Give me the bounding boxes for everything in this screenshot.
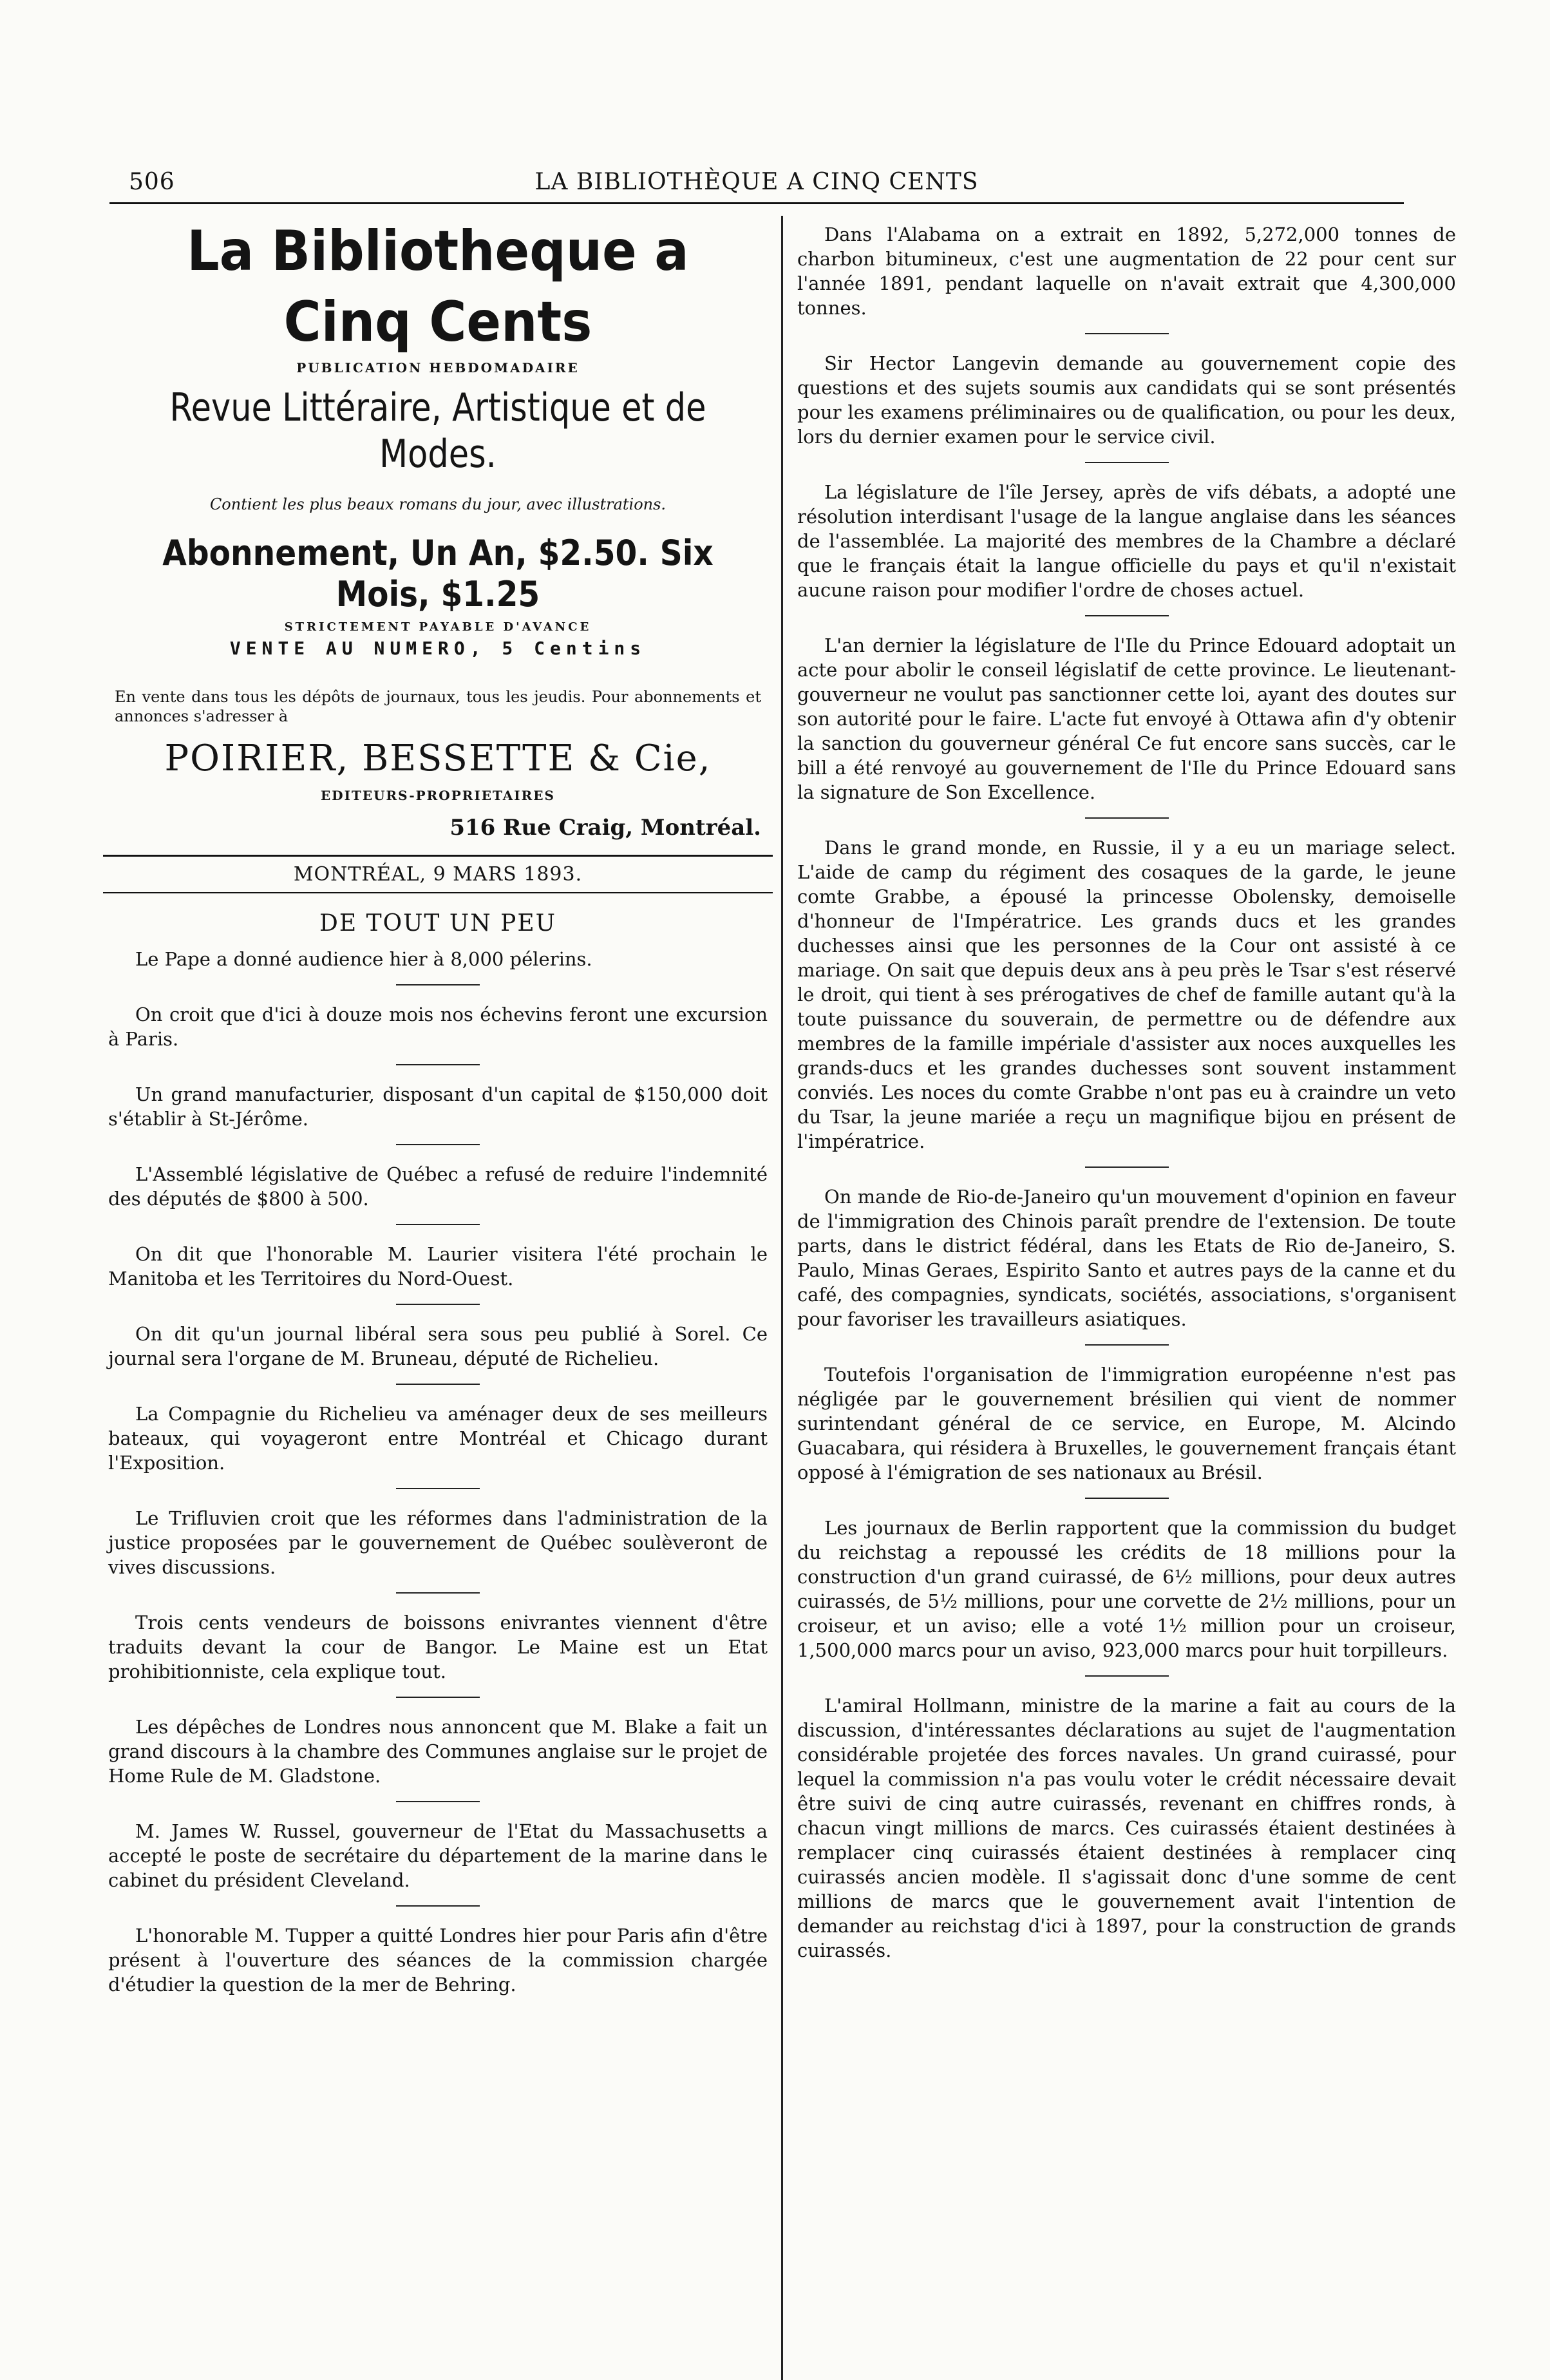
article-separator [1085,333,1169,334]
article-separator [1085,462,1169,463]
issue-date: MONTRÉAL, 9 MARS 1893. [103,863,773,893]
news-item: On dit que l'honorable M. Laurier visitera l'été prochain le Manitoba et les Territoires du Nord-Ouest. [108,1243,768,1290]
news-item: La législature de l'île Jersey, après de vifs débats, a adopté une résolution interdisant l'usage de la langue anglaise dans les séances de l'assemblée. La majorité des membres de la Chambre a déclaré que le français était la langue officielle du pays et qu'il n'existait aucune raison pour modifier l'ordre de choses actuel. [797,481,1456,601]
article-separator [1085,1166,1169,1168]
news-item: L'an dernier la législature de l'Ile du Prince Edouard adoptait un acte pour abolir le conseil législatif de cette province. Le lieutenant-gouverneur ne voulut pas sanctionner cette loi, ayant des doutes sur son autorité pour le faire. L'acte fut envoyé à Ottawa afin d'y obtenir la sanction du gouverneur général Ce fut encore sans succès, car le bill a été renvoyé au gouvernement de l'Ile du Prince Edouard sans la signature de Son Excellence. [797,634,1456,803]
article-separator [396,1801,480,1802]
news-item: On dit qu'un journal libéral sera sous peu publié à Sorel. Ce journal sera l'organe de M. Bruneau, député de Richelieu. [108,1323,768,1369]
article-separator [396,1592,480,1594]
article-separator [1085,817,1169,819]
news-item: Un grand manufacturier, disposant d'un capital de $150,000 doit s'établir à St-Jérôme. [108,1083,768,1130]
running-head [109,166,1404,204]
news-item: Trois cents vendeurs de boissons enivrantes viennent d'être traduits devant la cour de Bangor. Le Maine est un Etat prohibitionniste, cela explique tout. [108,1612,768,1682]
article-separator [396,1064,480,1065]
news-item: Toutefois l'organisation de l'immigration européenne n'est pas négligée par le gouvernement brésilien qui vient de nommer surintendant général de ce service, en Europe, M. Alcindo Guacabara, qui résidera à Bruxelles, le gouvernement français étant opposé à l'émigration de ses nationaux au Brésil. [797,1364,1456,1483]
news-item: L'amiral Hollmann, ministre de la marine a fait au cours de la discussion, d'intéressantes déclarations au sujet de l'augmentation considérable projetée des forces navales. Un grand cuirassé, pour lequel la commission n'a pas voulu voter le crédit nécessaire devait être suivi de cinq autre cuirassés, revenant en chiffres ronds, à chacun vingt millions de marcs. Ces cuirassés étaient destinées à remplacer cinq cuirassés étaient destinées à remplacer cinq cuirassés ancien modèle. Il s'agissait donc d'une somme de cent millions de marcs que le gouvernement avait l'intention de demander au reichstag d'ici à 1897, pour la construction de grands cuirassés. [797,1695,1456,1961]
right-column [793,222,1460,1975]
page-number: 506 [129,169,175,195]
masthead-abonnement: Abonnement, Un An, $2.50. Six Mois, $1.25 [162,533,714,614]
column-rule [781,216,783,2380]
masthead-contient: Contient les plus beaux romans du jour, avec illustrations. [209,495,666,513]
masthead-revue: Revue Littéraire, Artistique et de Modes. [169,385,706,477]
news-item: Les journaux de Berlin rapportent que la commission du budget du reichstag a repoussé les crédits de 18 millions pour la construction d'un grand cuirassé, de 6½ millions, pour deux autres cuirassés, de 5½ millions, pour une corvette de 2½ millions, pour un croiseur, et un aviso; elle a voté 1½ million pour un croiseur, 1,500,000 marcs pour un aviso, 923,000 marcs pour huit torpilleurs. [797,1517,1456,1661]
news-item: Le Pape a donné audience hier à 8,000 pélerins. [135,948,592,970]
news-item: M. James W. Russel, gouverneur de l'Etat du Massachusetts a accepté le poste de secrétaire du département de la marine dans le cabinet du président Cleveland. [108,1820,768,1891]
article-separator [396,1697,480,1698]
masthead-en-vente: En vente dans tous les dépôts de journaux, tous les jeudis. Pour abonnements et annonces s'adresser à [115,688,761,725]
news-item: Dans le grand monde, en Russie, il y a eu un mariage select. L'aide de camp du régiment des cosaques de la garde, le jeune comte Grabbe, a épousé la princesse Obolensky, demoiselle d'honneur de l'Impératrice. Les grands ducs et les grandes duchesses ainsi que les personnes de la Cour ont assisté à ce mariage. On sait que depuis deux ans à peu près le Tsar s'est réservé le droit, qui tient à ses prérogatives de chef de famille autant qu'à la toute puissance du souverain, de permettre ou de défendre aux membres de la famille impériale d'assister aux noces auxquelles les grands-ducs et les grandes duchesses sont souvent instamment conviés. Les noces du comte Grabbe n'ont pas eu à craindre un veto du Tsar, la jeune mariée a reçu un magnifique bijou en présent de l'impératrice. [797,837,1456,1152]
news-item: Sir Hector Langevin demande au gouvernement copie des questions et des sujets soumis aux candidats qui se sont présentés pour les examens préliminaires ou de qualification, ou pour les deux, lors du dernier examen pour le service civil. [797,352,1456,448]
article-separator [396,1304,480,1305]
article-separator [1085,1344,1169,1346]
masthead-vente: VENTE AU NUMERO, 5 Centins [229,638,647,659]
article-separator [1085,1675,1169,1677]
right-articles [793,222,1460,1963]
masthead-title: La Bibliotheque a Cinq Cents [187,219,689,354]
left-column [103,209,773,2010]
article-separator [396,1384,480,1385]
article-separator [1085,615,1169,616]
article-separator [396,984,480,985]
masthead-editeurs: EDITEURS-PROPRIETAIRES [321,788,555,803]
news-item: On mande de Rio-de-Janeiro qu'un mouvement d'opinion en faveur de l'immigration des Chinois paraît prendre de l'extension. De toute parts, dans le district fédéral, dans les Etats de Rio de-Janeiro, S. Paulo, Minas Geraes, Espirito Santo et autres pays de la canne et du café, des compagnies, syndicats, sociétés, associations, s'organisent pour favoriser les travailleurs asiatiques. [797,1186,1456,1330]
left-articles [103,947,773,1997]
masthead-strictement: STRICTEMENT PAYABLE D'AVANCE [284,620,592,634]
news-item: Le Trifluvien croit que les réformes dans l'administration de la justice proposées par le gouvernement de Québec soulèveront de vives discussions. [108,1507,768,1578]
masthead-subtitle: PUBLICATION HEBDOMADAIRE [296,360,580,376]
news-item: L'honorable M. Tupper a quitté Londres hier pour Paris afin d'être présent à l'ouverture des séances de la commission chargée d'étudier la question de la mer de Behring. [108,1925,768,1995]
date-rule [103,855,773,857]
article-separator [396,1905,480,1907]
running-title: LA BIBLIOTHÈQUE A CINQ CENTS [534,169,979,195]
section-title: DE TOUT UN PEU [319,910,557,937]
masthead-publisher: POIRIER, BESSETTE & Cie, [164,738,712,779]
article-separator [396,1224,480,1225]
news-item: Les dépêches de Londres nous annoncent que M. Blake a fait un grand discours à la chambre des Communes anglaise sur le projet de Home Rule de M. Gladstone. [108,1716,768,1787]
masthead-address: 516 Rue Craig, Montréal. [449,815,761,841]
news-item: Dans l'Alabama on a extrait en 1892, 5,272,000 tonnes de charbon bitumineux, c'est une augmentation de 22 pour cent sur l'année 1891, pendant laquelle on n'avait extrait que 4,300,000 tonnes. [797,224,1456,319]
masthead [103,216,773,893]
news-item: On croit que d'ici à douze mois nos échevins feront une excursion à Paris. [108,1004,768,1050]
article-separator [1085,1498,1169,1499]
article-separator [396,1144,480,1145]
news-item: La Compagnie du Richelieu va aménager deux de ses meilleurs bateaux, qui voyageront entre Montréal et Chicago durant l'Exposition. [108,1403,768,1474]
article-separator [396,1488,480,1489]
news-item: L'Assemblé législative de Québec a refusé de reduire l'indemnité des députés de $800 à 500. [108,1163,768,1210]
